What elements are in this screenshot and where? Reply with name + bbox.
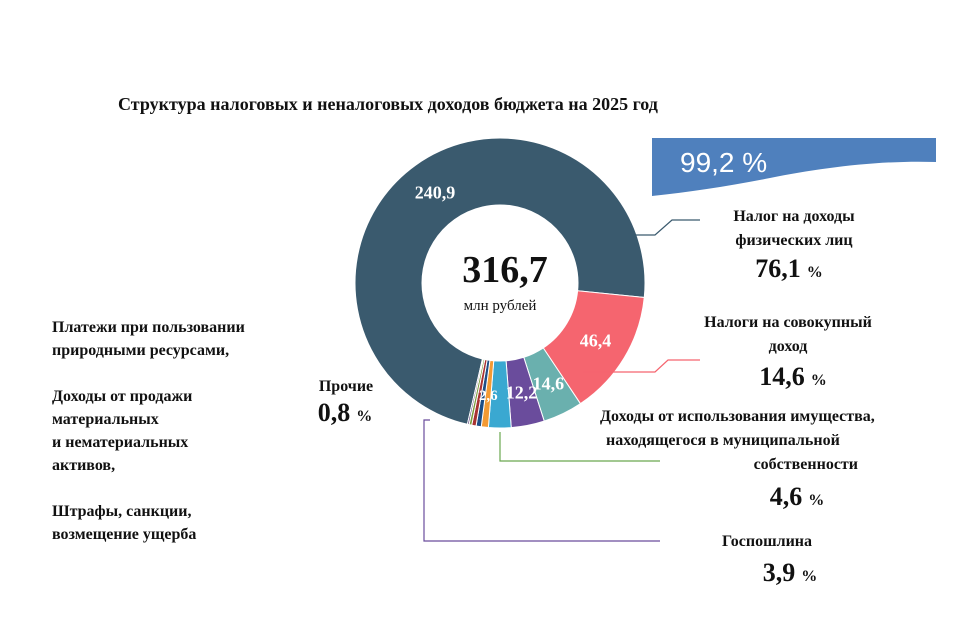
slice-label-1: 240,9 xyxy=(414,182,456,203)
pct-imu xyxy=(747,482,847,512)
label-other: Прочие xyxy=(318,378,374,395)
label-sov xyxy=(678,311,898,359)
other-income-line: Платежи при пользовании xyxy=(52,319,245,336)
chart-title: Структура налоговых и неналоговых доходов бюджета на 2025 год xyxy=(118,94,658,114)
leader-ndfl xyxy=(630,220,700,235)
pct-other xyxy=(300,398,390,428)
pct-sov-sign: % xyxy=(810,372,827,389)
label-sov-line1: Налоги на совокупный xyxy=(704,314,872,331)
slice-label-4: 12,2 xyxy=(505,382,538,403)
list-gap xyxy=(52,477,245,500)
label-imu-line3: собственности xyxy=(753,456,858,473)
label-ndfl-line1: Налог на доходы xyxy=(733,208,855,225)
label-imu-line2: находящегося в муниципальной xyxy=(606,432,840,449)
pct-gos-sign: % xyxy=(801,568,818,585)
center-total: 316,7 xyxy=(462,249,548,291)
other-income-line: Штрафы, санкции, xyxy=(52,503,192,520)
other-income-line: Доходы от продажи xyxy=(52,388,193,405)
center-unit: млн рублей xyxy=(463,298,537,314)
pct-gos-value: 3,9 xyxy=(762,558,796,587)
slice-label-2: 46,4 xyxy=(579,330,612,351)
pct-sov xyxy=(738,362,848,392)
other-income-line: природными ресурсами, xyxy=(52,342,230,359)
slice-label-3: 14,6 xyxy=(532,373,565,394)
label-sov-line2: доход xyxy=(768,338,808,355)
label-ndfl xyxy=(704,205,884,253)
label-imu xyxy=(600,405,950,477)
pct-ndfl-sign: % xyxy=(806,264,823,281)
other-income-line: возмещение ущерба xyxy=(52,526,197,543)
pct-other-sign: % xyxy=(356,408,373,425)
pct-gos xyxy=(740,558,840,588)
label-ndfl-line2: физических лиц xyxy=(735,232,853,249)
pct-imu-sign: % xyxy=(808,492,825,509)
label-imu-line1: Доходы от использования имущества, xyxy=(600,408,875,425)
pct-ndfl-value: 76,1 xyxy=(755,254,801,283)
pct-ndfl xyxy=(734,254,844,284)
pct-imu-value: 4,6 xyxy=(769,482,803,511)
pct-sov-value: 14,6 xyxy=(759,362,805,391)
other-income-line: материальных xyxy=(52,411,159,428)
other-income-list xyxy=(52,316,245,546)
other-income-line: и нематериальных xyxy=(52,434,189,451)
list-gap xyxy=(52,362,245,385)
label-gos: Госпошлина xyxy=(722,533,813,550)
other-income-line: активов, xyxy=(52,457,116,474)
banner-value: 99,2 % xyxy=(680,147,768,178)
slice-label-6: 2,6 xyxy=(478,387,498,404)
pct-other-value: 0,8 xyxy=(317,398,351,427)
